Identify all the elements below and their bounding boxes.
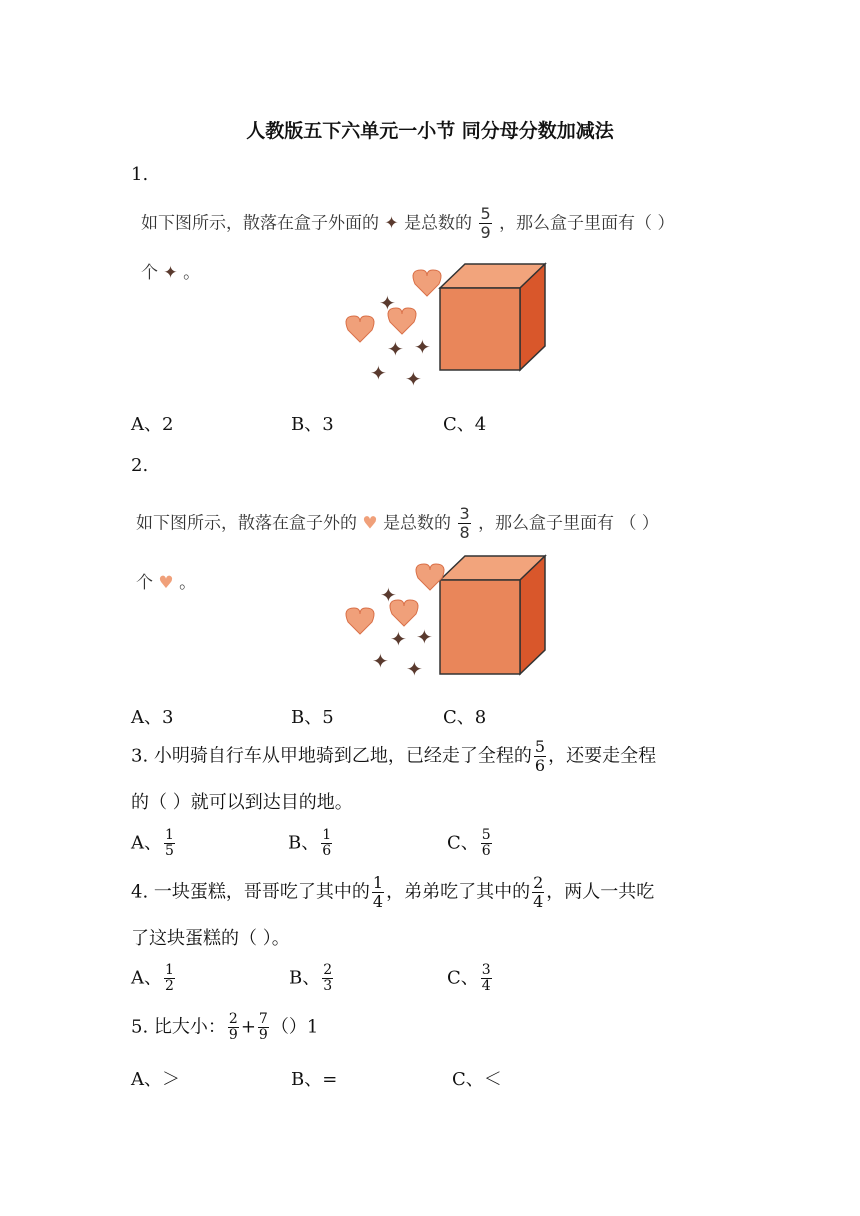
svg-text:✦: ✦ <box>390 627 407 651</box>
q5-plus: + <box>240 1016 256 1038</box>
q2-text-d: 个 <box>136 573 153 593</box>
svg-text:✦: ✦ <box>387 337 404 361</box>
q1-text-b: 是总数的 <box>404 213 473 234</box>
q3-text-end: ，还要走全程 <box>548 745 657 767</box>
question-3-line1 <box>131 738 656 775</box>
page-title: 人教版五下六单元一小节 同分母分数加减法 <box>246 120 614 142</box>
q5-suffix: （）1 <box>270 1016 319 1038</box>
heart-icon: ♥ <box>158 573 174 593</box>
q4-option-b[interactable]: B、 $\frac{2}{3}$ <box>289 962 333 994</box>
q1-text-e: 。 <box>183 263 201 283</box>
q1-text-a: 如下图所示，散落在盒子外面的 <box>141 213 379 234</box>
svg-text:✦: ✦ <box>405 367 422 391</box>
question-2-text <box>136 505 659 542</box>
q1-text-d: 个 <box>141 263 158 283</box>
q5-fraction-1: $\frac{2}{9}$ <box>228 1011 238 1043</box>
q2-fraction: $\frac{3}{8}$ <box>459 504 470 542</box>
question-3-line2: 的（ ）就可以到达目的地。 <box>131 792 353 813</box>
q5-prefix: 5. 比大小： <box>131 1016 226 1038</box>
question-2-number: 2. <box>131 455 149 476</box>
q4-option-a[interactable]: A、 $\frac{1}{2}$ <box>131 962 174 994</box>
q3-option-a[interactable]: A、 $\frac{1}{5}$ <box>131 827 174 859</box>
q5-option-a[interactable]: A、＞ <box>131 1069 180 1090</box>
q4-fraction-2: $\frac{2}{4}$ <box>533 873 544 911</box>
question-2-text-line2 <box>136 568 196 593</box>
q3-text: 3. 小明骑自行车从甲地骑到乙地，已经走了全程的 <box>131 745 532 767</box>
q3-fraction: $\frac{5}{6}$ <box>534 737 546 775</box>
q1-text-c: ，那么盒子里面有（ ） <box>499 213 675 234</box>
q2-text-e: 。 <box>179 573 197 593</box>
question-1-text <box>141 205 674 242</box>
q2-box-illustration <box>340 550 560 686</box>
question-1-text-line2 <box>141 258 200 283</box>
heart-icon: ♥ <box>362 513 378 534</box>
q5-fraction-2: $\frac{7}{9}$ <box>258 1011 268 1043</box>
q2-option-b[interactable]: B、5 <box>291 707 334 728</box>
q4-text-c: ，两人一共吃 <box>546 881 655 903</box>
sparkle-icon: ✦ <box>384 213 399 234</box>
q3-option-b[interactable]: B、 $\frac{1}{6}$ <box>288 827 332 859</box>
q1-box-illustration <box>340 258 560 394</box>
q4-text-b: ，弟弟吃了其中的 <box>386 881 531 903</box>
svg-text:✦: ✦ <box>414 335 431 359</box>
q1-option-c[interactable]: C、4 <box>443 414 487 435</box>
question-1-number: 1. <box>131 164 149 185</box>
sparkle-icon: ✦ <box>163 263 178 283</box>
q2-text-b: 是总数的 <box>383 513 452 534</box>
q5-option-b[interactable]: B、= <box>291 1069 338 1090</box>
svg-text:✦: ✦ <box>379 291 396 315</box>
q2-text-a: 如下图所示，散落在盒子外的 <box>136 513 357 534</box>
svg-text:✦: ✦ <box>372 649 389 673</box>
q4-option-c[interactable]: C、 $\frac{3}{4}$ <box>447 962 491 994</box>
q3-option-c[interactable]: C、 $\frac{5}{6}$ <box>447 827 491 859</box>
q2-option-c[interactable]: C、8 <box>443 707 487 728</box>
question-4-line1 <box>131 874 654 911</box>
q1-option-a[interactable]: A、2 <box>131 414 174 435</box>
svg-text:✦: ✦ <box>380 583 397 607</box>
q5-option-c[interactable]: C、＜ <box>452 1069 502 1090</box>
q1-option-b[interactable]: B、3 <box>291 414 334 435</box>
svg-text:✦: ✦ <box>416 625 433 649</box>
question-5-line <box>131 1012 318 1043</box>
svg-text:✦: ✦ <box>406 657 423 681</box>
q4-text-a: 4. 一块蛋糕，哥哥吃了其中的 <box>131 881 370 903</box>
q2-option-a[interactable]: A、3 <box>131 707 174 728</box>
q4-fraction-1: $\frac{1}{4}$ <box>372 873 384 911</box>
question-4-line2: 了这块蛋糕的（ ）。 <box>131 928 290 949</box>
q2-text-c: ，那么盒子里面有 （ ） <box>478 513 659 534</box>
svg-text:✦: ✦ <box>370 361 387 385</box>
q1-fraction: $\frac{5}{9}$ <box>480 204 491 242</box>
